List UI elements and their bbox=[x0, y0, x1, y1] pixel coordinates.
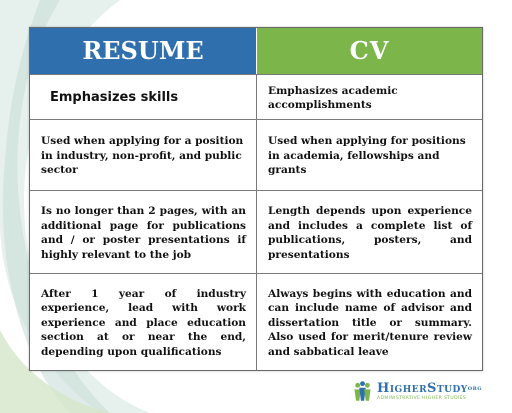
resume-cv-comparison-table bbox=[29, 27, 483, 371]
cv-cell: Always begins with education and can include name of advisor and dissertation title or summary. Also used for merit/tenure review and sabbatical leave bbox=[268, 287, 472, 358]
graduate-figures-icon bbox=[352, 377, 373, 405]
resume-header: RESUME bbox=[30, 28, 257, 74]
logo-tagline: ADMINISTRATIVE HIGHER STUDIES bbox=[377, 395, 467, 401]
table-row bbox=[30, 120, 482, 191]
logo-reg-mark: ORG bbox=[467, 385, 482, 392]
cv-cell: Used when applying for positions in academia, fellowships and grants bbox=[268, 135, 466, 177]
table-row bbox=[30, 191, 482, 274]
table-row bbox=[30, 75, 482, 120]
resume-cell: Is no longer than 2 pages, with an additional page for publications and / or poster presentations if highly relevant to the job bbox=[30, 191, 257, 273]
resume-cell: After 1 year of industry experience, lead with work experience and place education section at or near the end, depending upon qualifications bbox=[30, 274, 257, 370]
logo-name: HigherStudy bbox=[377, 380, 468, 396]
table-header-row bbox=[30, 28, 482, 75]
cv-cell: Emphasizes academic accomplishments bbox=[268, 84, 398, 111]
cv-header: CV bbox=[257, 28, 482, 74]
cv-cell: Length depends upon experience and includes a complete list of publications, posters, and presentations bbox=[268, 205, 472, 261]
resume-cell: Used when applying for a position in industry, non-profit, and public sector bbox=[30, 120, 257, 190]
resume-cell: Emphasizes skills bbox=[30, 75, 257, 119]
higherstudy-logo[interactable] bbox=[352, 376, 482, 406]
table-row bbox=[30, 274, 482, 370]
